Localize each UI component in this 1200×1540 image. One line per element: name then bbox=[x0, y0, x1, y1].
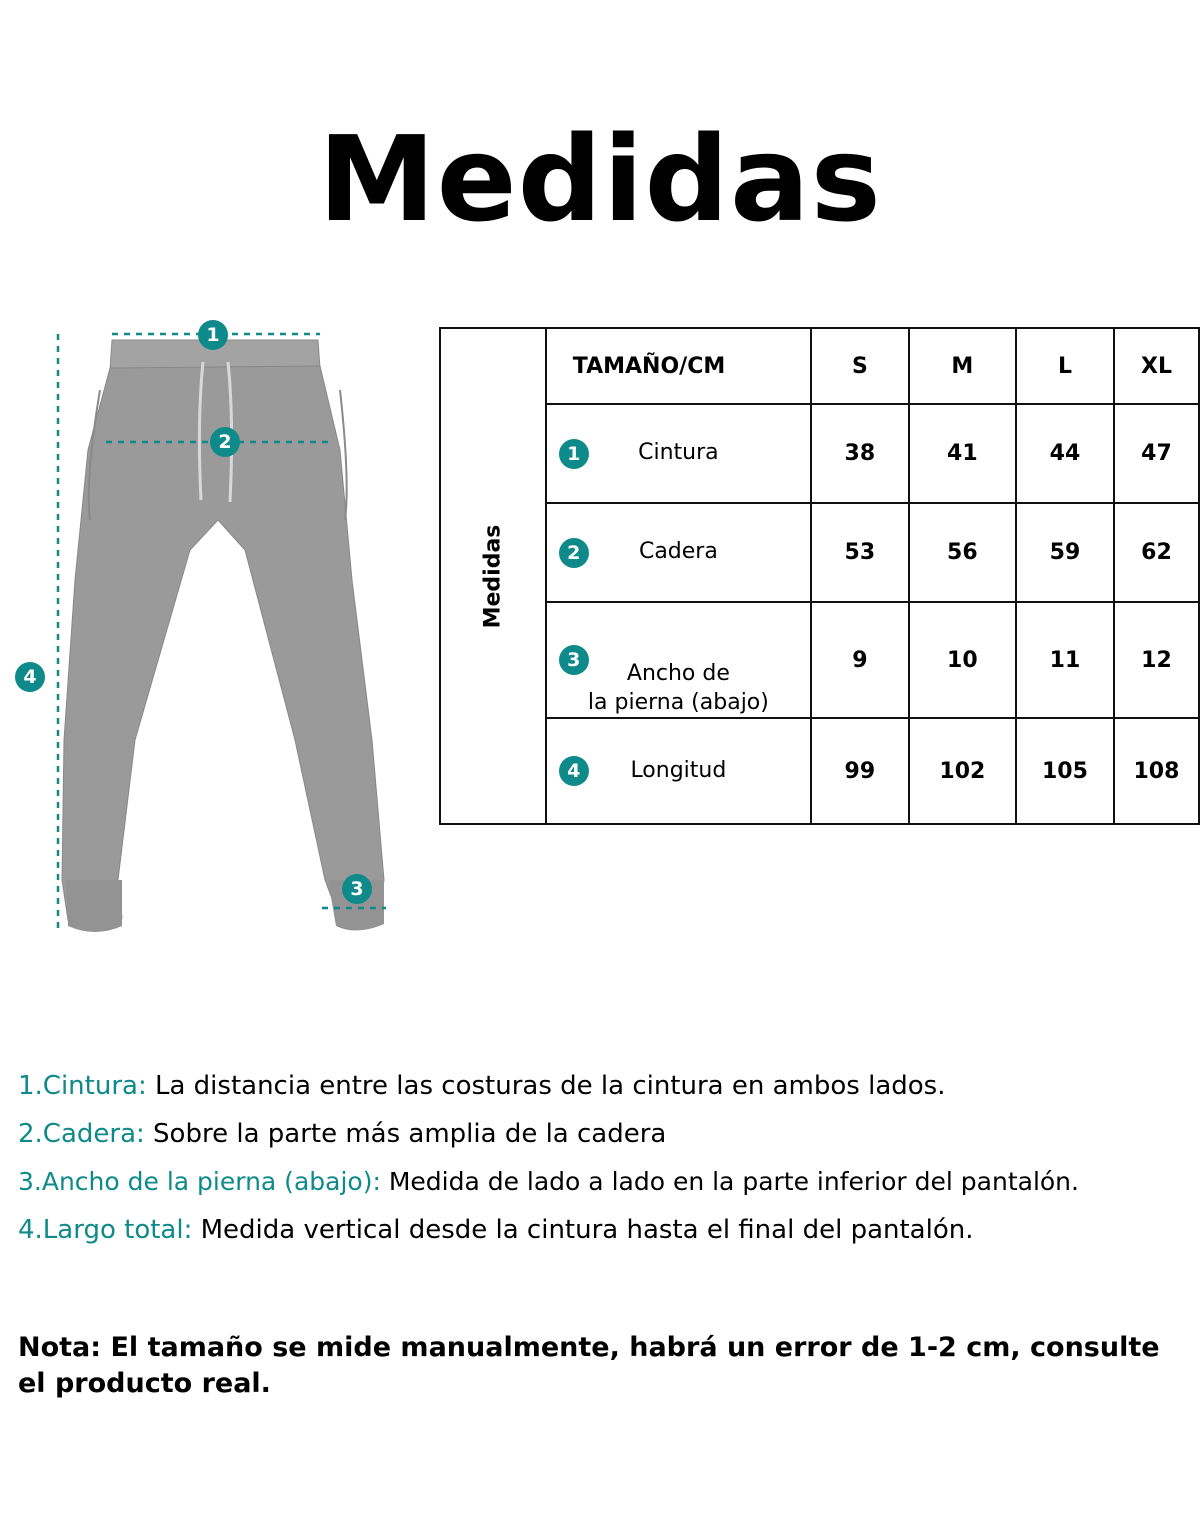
size-header-m: M bbox=[909, 328, 1016, 404]
marker-4: 4 bbox=[15, 662, 45, 692]
definition-term: 2.Cadera: bbox=[18, 1119, 145, 1149]
page-title: Medidas bbox=[318, 110, 882, 248]
definition-term: 4.Largo total: bbox=[18, 1215, 193, 1245]
size-header-s: S bbox=[811, 328, 909, 404]
definition-cadera bbox=[18, 1110, 1198, 1158]
table-header-row bbox=[440, 328, 1199, 404]
table-row bbox=[440, 404, 1199, 503]
note-text: Nota: El tamaño se mide manualmente, habrá un error de 1-2 cm, consulte el producto real. bbox=[18, 1332, 1160, 1399]
definition-text: Medida de lado a lado en la parte inferior del pantalón. bbox=[380, 1167, 1079, 1196]
table-cell: 99 bbox=[811, 718, 909, 824]
table-cell: 47 bbox=[1114, 404, 1199, 503]
row-marker-3: 3 bbox=[559, 645, 589, 675]
table-cell: 108 bbox=[1114, 718, 1199, 824]
table-cell: 38 bbox=[811, 404, 909, 503]
marker-3: 3 bbox=[342, 874, 372, 904]
table-cell: 53 bbox=[811, 503, 909, 602]
definition-term: 3.Ancho de la pierna (abajo): bbox=[18, 1167, 381, 1196]
row-label-cadera: 2 Cadera bbox=[546, 503, 811, 602]
table-cell: 56 bbox=[909, 503, 1016, 602]
table-cell: 44 bbox=[1016, 404, 1114, 503]
table-cell: 9 bbox=[811, 602, 909, 718]
table-cell: 62 bbox=[1114, 503, 1199, 602]
row-label-cintura: 1 Cintura bbox=[546, 404, 811, 503]
size-header-xl: XL bbox=[1114, 328, 1199, 404]
definition-text: La distancia entre las costuras de la cintura en ambos lados. bbox=[146, 1071, 946, 1101]
table-row bbox=[440, 503, 1199, 602]
definitions-list bbox=[18, 1062, 1198, 1254]
marker-1: 1 bbox=[198, 320, 228, 350]
table-row bbox=[440, 602, 1199, 718]
definition-text: Sobre la parte más amplia de la cadera bbox=[144, 1119, 667, 1149]
size-header-l: L bbox=[1016, 328, 1114, 404]
row-label-longitud: 4 Longitud bbox=[546, 718, 811, 824]
table-cell: 102 bbox=[909, 718, 1016, 824]
table-cell: 41 bbox=[909, 404, 1016, 503]
definition-term: 1.Cintura: bbox=[18, 1071, 147, 1101]
table-cell: 105 bbox=[1016, 718, 1114, 824]
pants-figure bbox=[0, 320, 420, 960]
row-marker-2: 2 bbox=[559, 538, 589, 568]
row-label-ancho: 3 Ancho de la pierna (abajo) bbox=[546, 602, 811, 718]
row-marker-1: 1 bbox=[559, 439, 589, 469]
table-cell: 12 bbox=[1114, 602, 1199, 718]
definition-largo bbox=[18, 1206, 1198, 1254]
marker-2: 2 bbox=[210, 427, 240, 457]
table-side-label: Medidas bbox=[440, 328, 546, 824]
definition-ancho bbox=[18, 1158, 1198, 1206]
size-table bbox=[439, 327, 1200, 825]
row-marker-4: 4 bbox=[559, 756, 589, 786]
table-header-label: TAMAÑO/CM bbox=[546, 328, 811, 404]
table-cell: 59 bbox=[1016, 503, 1114, 602]
table-cell: 10 bbox=[909, 602, 1016, 718]
definition-text: Medida vertical desde la cintura hasta el final del pantalón. bbox=[192, 1215, 974, 1245]
table-row bbox=[440, 718, 1199, 824]
pants-illustration bbox=[0, 320, 420, 960]
definition-cintura bbox=[18, 1062, 1198, 1110]
table-cell: 11 bbox=[1016, 602, 1114, 718]
